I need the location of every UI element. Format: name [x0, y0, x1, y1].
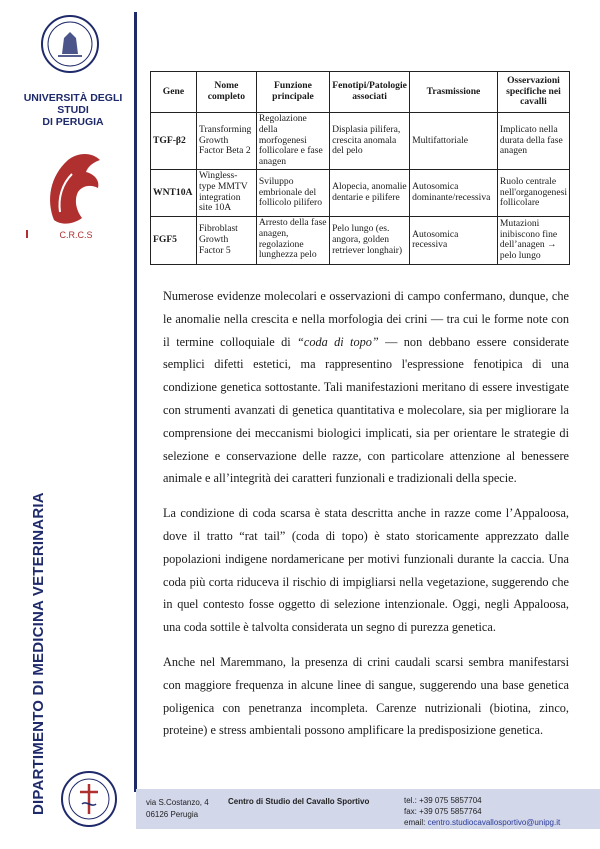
column-header: Fenotipi/Patologie associati — [330, 72, 410, 113]
paragraph: La condizione di coda scarsa è stata descritta anche in razze come l’Appaloosa, dove il tratto “rat tail” (coda di topo) è stato storicamente apprezzato dalle popolazioni indigene nordamericane per motivi funzionali durante la caccia. Una coda più corta riduceva il rischio di impigliarsi nella vegetazione, suggerendo che in quel contesto fosse oggetto di selezione intenzionale. Oggi, negli Appaloosa, una coda sottile è talvolta considerata un segno di purezza genetica. — [163, 506, 569, 635]
crcs-logo-text: C.R.C.S — [59, 230, 93, 240]
table-cell: Transforming Growth Factor Beta 2 — [196, 113, 256, 170]
table-row — [151, 113, 570, 170]
address-line: via S.Costanzo, 4 — [146, 798, 209, 807]
red-marker — [26, 230, 28, 238]
email-label: email: — [404, 818, 426, 827]
fax-number: fax: +39 075 5857764 — [404, 807, 482, 816]
crcs-horse-logo — [36, 142, 116, 242]
table-cell: Multifattoriale — [410, 113, 498, 170]
table-cell: Autosomica recessiva — [410, 216, 498, 264]
column-header: Trasmissione — [410, 72, 498, 113]
table-cell: Arresto della fase anagen, regolazione lunghezza pelo — [256, 216, 329, 264]
body-text — [163, 285, 569, 754]
gene-cell: FGF5 — [151, 216, 197, 264]
gene-cell: TGF-β2 — [151, 113, 197, 170]
paragraph-text: Numerose evidenze molecolari e osservazioni di campo confermano, dunque, che le anomalie nella crescita e nella morfologia dei crini — tra cui le forme note con il termine colloquiale di — [163, 289, 569, 349]
column-header: Funzione principale — [256, 72, 329, 113]
table-cell: Alopecia, anomalie dentarie e pilifere — [330, 169, 410, 216]
email-link[interactable]: centro.studiocavallosportivo@unipg.it — [427, 818, 561, 827]
footer-address — [146, 797, 209, 821]
table-cell: Sviluppo embrionale del follicolo pilifero — [256, 169, 329, 216]
gene-table — [150, 71, 570, 265]
paragraph: Anche nel Maremmano, la presenza di crini caudali scarsi sembra manifestarsi con maggiore frequenza in alcune linee di sangue, suggerendo una base genetica poligenica con penetranza incompleta. Carenze nutrizionali (biotina, zinco, proteine) e stress ambientali possono amplificare la predisposizione genetica. — [163, 654, 569, 738]
table-cell: Mutazioni inibiscono fine dell’anagen → pelo lungo — [497, 216, 569, 264]
paragraph — [163, 285, 569, 490]
table-cell: Regolazione della morfogenesi follicolare e fase anagen — [256, 113, 329, 170]
table-cell: Wingless-type MMTV integration site 10A — [196, 169, 256, 216]
table-cell: Displasia pilifera, crescita anomala del pelo — [330, 113, 410, 170]
department-name: DIPARTIMENTO DI MEDICINA VETERINARIA — [30, 492, 47, 815]
university-seal-logo — [40, 14, 100, 74]
gene-cell: WNT10A — [151, 169, 197, 216]
footer — [136, 789, 600, 829]
address-line: 06126 Perugia — [146, 810, 199, 819]
column-header: Nome completo — [196, 72, 256, 113]
table-row — [151, 216, 570, 264]
email-line — [404, 817, 560, 828]
table-cell: Fibroblast Growth Factor 5 — [196, 216, 256, 264]
university-name — [18, 92, 128, 128]
table-cell: Pelo lungo (es. angora, golden retriever longhair) — [330, 216, 410, 264]
table-header-row — [151, 72, 570, 113]
column-header: Osservazioni specifiche nei cavalli — [497, 72, 569, 113]
university-name-line1: UNIVERSITÀ DEGLI STUDI — [23, 92, 123, 116]
table-cell: Ruolo centrale nell'organogenesi follicolare — [497, 169, 569, 216]
table-cell: Implicato nella durata della fase anagen — [497, 113, 569, 170]
footer-center-name: Centro di Studio del Cavallo Sportivo — [228, 797, 370, 806]
emphasized-term: “coda di topo” — [297, 334, 379, 349]
footer-contacts — [404, 795, 560, 828]
phone-number: tel.: +39 075 5857704 — [404, 796, 482, 805]
table-row — [151, 169, 570, 216]
university-name-line2: DI PERUGIA — [42, 116, 104, 128]
department-seal-logo — [60, 770, 118, 828]
vertical-divider — [134, 12, 137, 792]
paragraph-text: — non debbano essere considerate semplici difetti estetici, ma rappresentino l'espressione fenotipica di una condizione genetica sottostante. Tali manifestazioni meritano di essere investigate con strumenti avanzati di genetica quantitativa e molecolare, sia per migliorare la comprensione dei meccanismi biologici implicati, sia per orientare le strategie di selezione e conservazione delle razze, con particolare attenzione al benessere animale e all’integrità dei caratteri funzionali e tradizionali della specie. — [163, 334, 569, 486]
table-cell: Autosomica dominante/recessiva — [410, 169, 498, 216]
column-header: Gene — [151, 72, 197, 113]
